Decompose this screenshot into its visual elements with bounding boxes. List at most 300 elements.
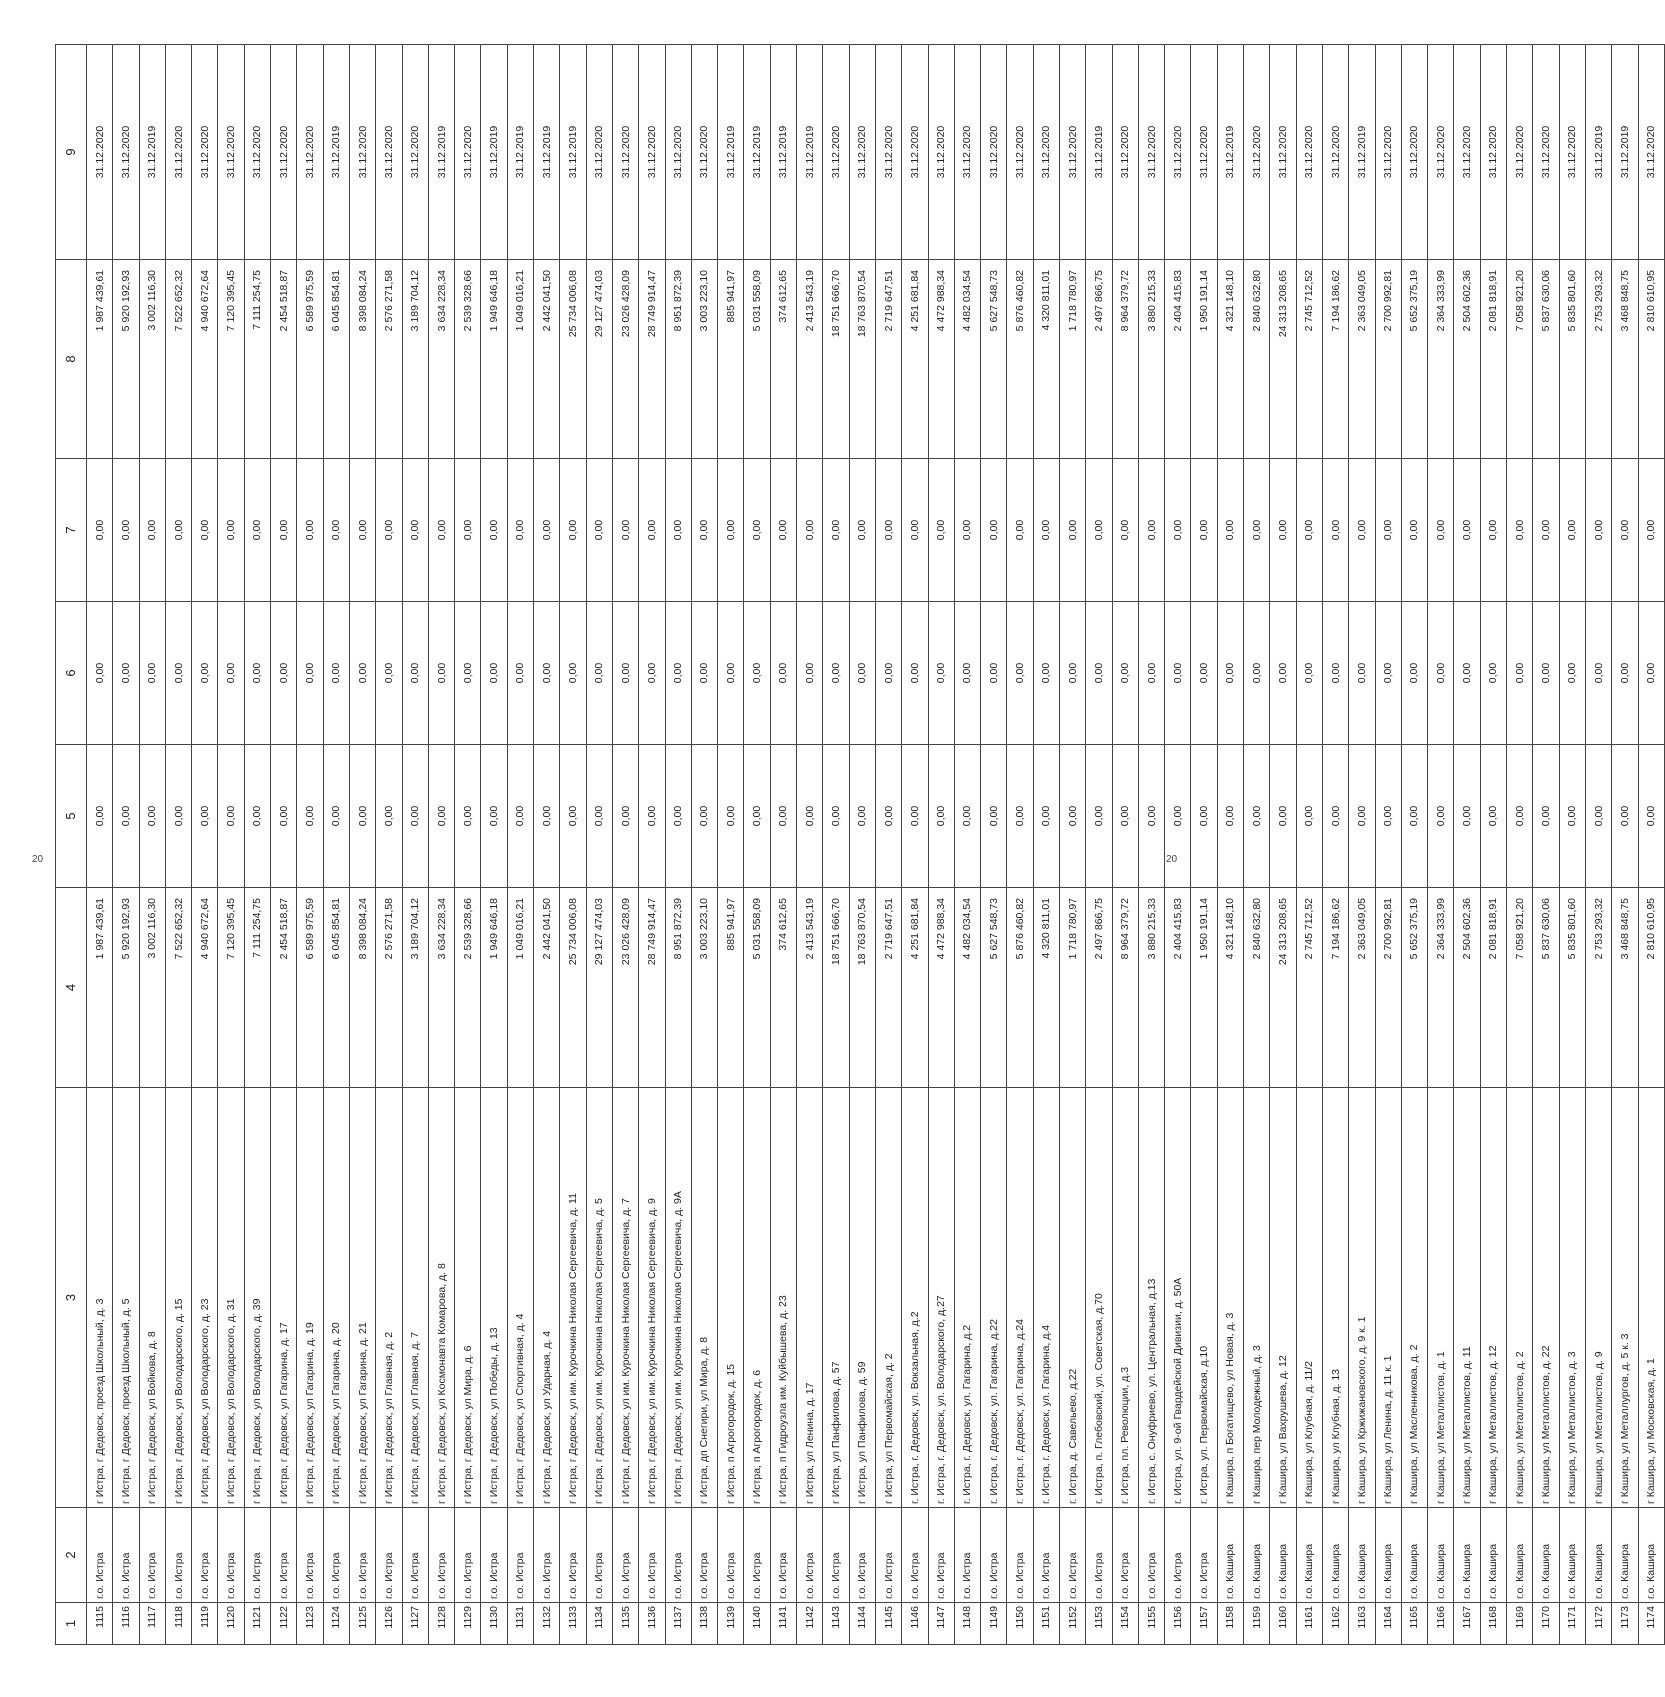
table-row bbox=[218, 45, 244, 1645]
cell-row-number: 1164 bbox=[1375, 1603, 1401, 1645]
cell-address: г. Истра, г. Дедовск, ул. Вокзальная, д.2 bbox=[902, 1088, 928, 1508]
table-row bbox=[1112, 45, 1138, 1645]
cell-deadline-date: 31.12.2020 bbox=[902, 45, 928, 260]
cell-address: г Истра, г Дедовск, ул им. Курочкина Николая Сергеевича, д. 9 bbox=[639, 1088, 665, 1508]
cell-cost-col5: 0,00 bbox=[875, 745, 901, 888]
cell-cost-col5: 0,00 bbox=[1191, 745, 1217, 888]
cell-cost-col5: 0,00 bbox=[139, 745, 165, 888]
cell-municipality: г.о. Истра bbox=[797, 1508, 823, 1603]
cell-cost-col5: 0,00 bbox=[1585, 745, 1611, 888]
cell-municipality: г.о. Истра bbox=[612, 1508, 638, 1603]
cell-cost-col8: 18 763 870,54 bbox=[849, 260, 875, 459]
data-table bbox=[55, 44, 1665, 1645]
cell-cost-col8: 1 949 646,18 bbox=[481, 260, 507, 459]
cell-deadline-date: 31.12.2020 bbox=[823, 45, 849, 260]
cell-address: г Истра, г Дедовск, ул Войкова, д. 8 bbox=[139, 1088, 165, 1508]
cell-cost-col6: 0,00 bbox=[849, 602, 875, 745]
cell-cost-total: 5 920 192,93 bbox=[113, 888, 139, 1088]
cell-cost-col8: 2 497 866,75 bbox=[1086, 260, 1112, 459]
cell-cost-total: 2 413 543,19 bbox=[797, 888, 823, 1088]
cell-cost-col7: 0,00 bbox=[1480, 459, 1506, 602]
rotated-page bbox=[30, 25, 1658, 1665]
cell-row-number: 1154 bbox=[1112, 1603, 1138, 1645]
cell-deadline-date: 31.12.2020 bbox=[691, 45, 717, 260]
cell-cost-col7: 0,00 bbox=[1638, 459, 1664, 602]
table-row bbox=[1033, 45, 1059, 1645]
cell-cost-col6: 0,00 bbox=[1296, 602, 1322, 745]
cell-cost-col6: 0,00 bbox=[1612, 602, 1638, 745]
table-row bbox=[139, 45, 165, 1645]
cell-cost-col8: 2 700 992,81 bbox=[1375, 260, 1401, 459]
cell-row-number: 1116 bbox=[113, 1603, 139, 1645]
column-header-9: 9 bbox=[56, 45, 87, 260]
cell-row-number: 1122 bbox=[271, 1603, 297, 1645]
cell-cost-total: 2 576 271,58 bbox=[376, 888, 402, 1088]
cell-cost-col5: 0,00 bbox=[1059, 745, 1085, 888]
cell-cost-col8: 3 003 223,10 bbox=[691, 260, 717, 459]
cell-cost-col7: 0,00 bbox=[139, 459, 165, 602]
cell-municipality: г.о. Истра bbox=[349, 1508, 375, 1603]
cell-address: г Истра, г Дедовск, ул им. Курочкина Николая Сергеевича, д. 5 bbox=[586, 1088, 612, 1508]
page-number-bottom: 20 bbox=[1165, 853, 1178, 865]
cell-cost-col7: 0,00 bbox=[455, 459, 481, 602]
cell-municipality: г.о. Кашира bbox=[1349, 1508, 1375, 1603]
cell-cost-col5: 0,00 bbox=[1612, 745, 1638, 888]
cell-address: г. Истра, ул. 9-ой Гвардейской Дивизии, д. 50А bbox=[1165, 1088, 1191, 1508]
cell-cost-col7: 0,00 bbox=[507, 459, 533, 602]
cell-municipality: г.о. Кашира bbox=[1270, 1508, 1296, 1603]
cell-row-number: 1127 bbox=[402, 1603, 428, 1645]
cell-cost-col6: 0,00 bbox=[271, 602, 297, 745]
cell-cost-col5: 0,00 bbox=[402, 745, 428, 888]
cell-cost-col5: 0,00 bbox=[1559, 745, 1585, 888]
cell-cost-col7: 0,00 bbox=[1217, 459, 1243, 602]
cell-cost-col5: 0,00 bbox=[192, 745, 218, 888]
table-row bbox=[428, 45, 454, 1645]
cell-cost-total: 3 880 215,33 bbox=[1138, 888, 1164, 1088]
cell-cost-col5: 0,00 bbox=[586, 745, 612, 888]
cell-cost-col7: 0,00 bbox=[691, 459, 717, 602]
cell-row-number: 1169 bbox=[1507, 1603, 1533, 1645]
cell-cost-col6: 0,00 bbox=[586, 602, 612, 745]
cell-municipality: г.о. Истра bbox=[1191, 1508, 1217, 1603]
cell-municipality: г.о. Истра bbox=[297, 1508, 323, 1603]
cell-cost-col5: 0,00 bbox=[428, 745, 454, 888]
cell-address: г Истра, дп Снегири, ул Мира, д. 8 bbox=[691, 1088, 717, 1508]
cell-deadline-date: 31.12.2020 bbox=[612, 45, 638, 260]
cell-cost-col8: 1 987 439,61 bbox=[87, 260, 113, 459]
cell-cost-total: 8 398 084,24 bbox=[349, 888, 375, 1088]
cell-address: г Истра, г Дедовск, ул Главная, д. 2 bbox=[376, 1088, 402, 1508]
cell-cost-col8: 3 468 848,75 bbox=[1612, 260, 1638, 459]
table-row bbox=[1428, 45, 1454, 1645]
cell-deadline-date: 31.12.2019 bbox=[507, 45, 533, 260]
table-row bbox=[507, 45, 533, 1645]
cell-municipality: г.о. Истра bbox=[1138, 1508, 1164, 1603]
cell-deadline-date: 31.12.2020 bbox=[1638, 45, 1664, 260]
cell-cost-col5: 0,00 bbox=[981, 745, 1007, 888]
cell-cost-col8: 8 951 872,39 bbox=[665, 260, 691, 459]
cell-cost-col6: 0,00 bbox=[691, 602, 717, 745]
cell-municipality: г.о. Истра bbox=[192, 1508, 218, 1603]
cell-municipality: г.о. Истра bbox=[218, 1508, 244, 1603]
cell-cost-col8: 2 840 632,80 bbox=[1244, 260, 1270, 459]
cell-cost-total: 2 840 632,80 bbox=[1244, 888, 1270, 1088]
cell-municipality: г.о. Истра bbox=[113, 1508, 139, 1603]
cell-deadline-date: 31.12.2020 bbox=[586, 45, 612, 260]
cell-municipality: г.о. Истра bbox=[744, 1508, 770, 1603]
cell-cost-col5: 0,00 bbox=[271, 745, 297, 888]
column-header-6: 6 bbox=[56, 602, 87, 745]
table-row bbox=[271, 45, 297, 1645]
cell-cost-col5: 0,00 bbox=[954, 745, 980, 888]
cell-row-number: 1150 bbox=[1007, 1603, 1033, 1645]
cell-deadline-date: 31.12.2020 bbox=[928, 45, 954, 260]
cell-cost-col7: 0,00 bbox=[1322, 459, 1348, 602]
cell-municipality: г.о. Истра bbox=[481, 1508, 507, 1603]
cell-address: г Истра, г Дедовск, ул им. Курочкина Николая Сергеевича, д. 11 bbox=[560, 1088, 586, 1508]
cell-cost-col5: 0,00 bbox=[165, 745, 191, 888]
cell-cost-total: 3 003 223,10 bbox=[691, 888, 717, 1088]
table-row bbox=[1533, 45, 1559, 1645]
cell-cost-col8: 23 026 428,09 bbox=[612, 260, 638, 459]
cell-cost-col7: 0,00 bbox=[218, 459, 244, 602]
table-row bbox=[1480, 45, 1506, 1645]
cell-cost-col7: 0,00 bbox=[1375, 459, 1401, 602]
cell-deadline-date: 31.12.2020 bbox=[192, 45, 218, 260]
cell-cost-col7: 0,00 bbox=[297, 459, 323, 602]
cell-cost-col6: 0,00 bbox=[639, 602, 665, 745]
cell-cost-col5: 0,00 bbox=[1375, 745, 1401, 888]
cell-cost-col6: 0,00 bbox=[744, 602, 770, 745]
cell-cost-col8: 5 876 460,82 bbox=[1007, 260, 1033, 459]
cell-cost-col6: 0,00 bbox=[1007, 602, 1033, 745]
cell-municipality: г.о. Истра bbox=[271, 1508, 297, 1603]
cell-address: г Истра, г Дедовск, проезд Школьный, д. 3 bbox=[87, 1088, 113, 1508]
cell-address: г. Истра, г. Дедовск, ул. Гагарина, д.22 bbox=[981, 1088, 1007, 1508]
cell-cost-total: 23 026 428,09 bbox=[612, 888, 638, 1088]
cell-deadline-date: 31.12.2020 bbox=[1244, 45, 1270, 260]
cell-municipality: г.о. Истра bbox=[1086, 1508, 1112, 1603]
cell-cost-col8: 5 627 548,73 bbox=[981, 260, 1007, 459]
cell-cost-total: 29 127 474,03 bbox=[586, 888, 612, 1088]
cell-cost-col8: 5 920 192,93 bbox=[113, 260, 139, 459]
cell-cost-col6: 0,00 bbox=[244, 602, 270, 745]
cell-row-number: 1162 bbox=[1322, 1603, 1348, 1645]
cell-municipality: г.о. Кашира bbox=[1533, 1508, 1559, 1603]
cell-cost-col8: 4 482 034,54 bbox=[954, 260, 980, 459]
cell-municipality: г.о. Истра bbox=[1007, 1508, 1033, 1603]
cell-cost-col7: 0,00 bbox=[1585, 459, 1611, 602]
cell-deadline-date: 31.12.2020 bbox=[87, 45, 113, 260]
table-row bbox=[744, 45, 770, 1645]
cell-cost-col5: 0,00 bbox=[770, 745, 796, 888]
cell-municipality: г.о. Кашира bbox=[1428, 1508, 1454, 1603]
cell-cost-col8: 6 589 975,59 bbox=[297, 260, 323, 459]
cell-address: г Кашира, ул Металлистов, д. 12 bbox=[1480, 1088, 1506, 1508]
cell-cost-col7: 0,00 bbox=[718, 459, 744, 602]
cell-cost-col5: 0,00 bbox=[534, 745, 560, 888]
cell-address: г Кашира, ул Металлистов, д. 9 bbox=[1585, 1088, 1611, 1508]
column-header-1: 1 bbox=[56, 1603, 87, 1645]
cell-cost-col7: 0,00 bbox=[586, 459, 612, 602]
cell-cost-col6: 0,00 bbox=[1533, 602, 1559, 745]
cell-row-number: 1141 bbox=[770, 1603, 796, 1645]
table-row bbox=[770, 45, 796, 1645]
cell-municipality: г.о. Кашира bbox=[1638, 1508, 1664, 1603]
cell-cost-col5: 0,00 bbox=[323, 745, 349, 888]
cell-address: г. Истра, г. Дедовск, ул. Гагарина, д.24 bbox=[1007, 1088, 1033, 1508]
cell-deadline-date: 31.12.2020 bbox=[1165, 45, 1191, 260]
cell-cost-total: 2 753 293,32 bbox=[1585, 888, 1611, 1088]
table-row bbox=[954, 45, 980, 1645]
cell-municipality: г.о. Истра bbox=[639, 1508, 665, 1603]
table-row bbox=[1165, 45, 1191, 1645]
cell-municipality: г.о. Истра bbox=[928, 1508, 954, 1603]
cell-cost-col5: 0,00 bbox=[349, 745, 375, 888]
cell-deadline-date: 31.12.2020 bbox=[1401, 45, 1427, 260]
cell-row-number: 1173 bbox=[1612, 1603, 1638, 1645]
table-row bbox=[1454, 45, 1480, 1645]
cell-municipality: г.о. Истра bbox=[665, 1508, 691, 1603]
cell-cost-col8: 24 313 208,65 bbox=[1270, 260, 1296, 459]
cell-cost-col8: 2 753 293,32 bbox=[1585, 260, 1611, 459]
cell-address: г Истра, г Дедовск, ул Космонавта Комарова, д. 8 bbox=[428, 1088, 454, 1508]
cell-municipality: г.о. Истра bbox=[1112, 1508, 1138, 1603]
cell-row-number: 1152 bbox=[1059, 1603, 1085, 1645]
cell-cost-col7: 0,00 bbox=[402, 459, 428, 602]
cell-cost-col8: 1 718 780,97 bbox=[1059, 260, 1085, 459]
cell-cost-col8: 5 835 801,60 bbox=[1559, 260, 1585, 459]
cell-row-number: 1155 bbox=[1138, 1603, 1164, 1645]
cell-address: г Кашира, ул Клубная, д. 13 bbox=[1322, 1088, 1348, 1508]
cell-cost-col6: 0,00 bbox=[1191, 602, 1217, 745]
table-row bbox=[1401, 45, 1427, 1645]
cell-cost-col7: 0,00 bbox=[1559, 459, 1585, 602]
cell-cost-col8: 7 058 921,20 bbox=[1507, 260, 1533, 459]
cell-cost-col6: 0,00 bbox=[1112, 602, 1138, 745]
table-row bbox=[349, 45, 375, 1645]
cell-cost-col6: 0,00 bbox=[376, 602, 402, 745]
cell-row-number: 1167 bbox=[1454, 1603, 1480, 1645]
cell-address: г Кашира, ул Металлистов, д. 11 bbox=[1454, 1088, 1480, 1508]
cell-deadline-date: 31.12.2019 bbox=[1585, 45, 1611, 260]
cell-deadline-date: 31.12.2020 bbox=[849, 45, 875, 260]
cell-cost-col8: 29 127 474,03 bbox=[586, 260, 612, 459]
cell-row-number: 1135 bbox=[612, 1603, 638, 1645]
table-row bbox=[1559, 45, 1585, 1645]
cell-cost-col8: 8 964 379,72 bbox=[1112, 260, 1138, 459]
cell-cost-total: 7 522 652,32 bbox=[165, 888, 191, 1088]
cell-cost-total: 8 964 379,72 bbox=[1112, 888, 1138, 1088]
cell-cost-total: 5 031 558,09 bbox=[744, 888, 770, 1088]
cell-deadline-date: 31.12.2020 bbox=[1533, 45, 1559, 260]
table-row bbox=[323, 45, 349, 1645]
cell-cost-col5: 0,00 bbox=[1296, 745, 1322, 888]
cell-cost-col8: 2 576 271,58 bbox=[376, 260, 402, 459]
cell-deadline-date: 31.12.2019 bbox=[139, 45, 165, 260]
cell-cost-col7: 0,00 bbox=[1270, 459, 1296, 602]
cell-address: г Кашира, ул Металлистов, д. 1 bbox=[1428, 1088, 1454, 1508]
cell-cost-col6: 0,00 bbox=[428, 602, 454, 745]
cell-cost-total: 1 049 016,21 bbox=[507, 888, 533, 1088]
cell-cost-col6: 0,00 bbox=[981, 602, 1007, 745]
cell-address: г Истра, г Дедовск, ул Ударная, д. 4 bbox=[534, 1088, 560, 1508]
cell-deadline-date: 31.12.2020 bbox=[1191, 45, 1217, 260]
cell-deadline-date: 31.12.2020 bbox=[297, 45, 323, 260]
table-row bbox=[297, 45, 323, 1645]
cell-deadline-date: 31.12.2019 bbox=[323, 45, 349, 260]
cell-cost-col5: 0,00 bbox=[481, 745, 507, 888]
cell-deadline-date: 31.12.2020 bbox=[376, 45, 402, 260]
cell-cost-col8: 2 504 602,36 bbox=[1454, 260, 1480, 459]
cell-cost-col5: 0,00 bbox=[744, 745, 770, 888]
cell-cost-col5: 0,00 bbox=[87, 745, 113, 888]
cell-row-number: 1140 bbox=[744, 1603, 770, 1645]
table-row bbox=[639, 45, 665, 1645]
cell-address: г Истра, п Агрогородок, д. 6 bbox=[744, 1088, 770, 1508]
cell-address: г. Истра, д. Савельево, д.22 bbox=[1059, 1088, 1085, 1508]
cell-cost-col5: 0,00 bbox=[718, 745, 744, 888]
cell-municipality: г.о. Истра bbox=[507, 1508, 533, 1603]
cell-deadline-date: 31.12.2020 bbox=[1428, 45, 1454, 260]
cell-cost-col7: 0,00 bbox=[744, 459, 770, 602]
cell-cost-col6: 0,00 bbox=[402, 602, 428, 745]
cell-cost-col6: 0,00 bbox=[323, 602, 349, 745]
table-row bbox=[560, 45, 586, 1645]
table-row bbox=[1507, 45, 1533, 1645]
cell-address: г. Истра, г. Дедовск, ул. Гагарина, д.4 bbox=[1033, 1088, 1059, 1508]
cell-deadline-date: 31.12.2020 bbox=[1112, 45, 1138, 260]
cell-cost-col5: 0,00 bbox=[455, 745, 481, 888]
cell-cost-col6: 0,00 bbox=[1138, 602, 1164, 745]
cell-row-number: 1160 bbox=[1270, 1603, 1296, 1645]
cell-cost-col6: 0,00 bbox=[349, 602, 375, 745]
cell-municipality: г.о. Истра bbox=[875, 1508, 901, 1603]
table-row bbox=[192, 45, 218, 1645]
cell-cost-col7: 0,00 bbox=[1112, 459, 1138, 602]
cell-municipality: г.о. Кашира bbox=[1454, 1508, 1480, 1603]
cell-cost-col5: 0,00 bbox=[1533, 745, 1559, 888]
cell-cost-total: 5 835 801,60 bbox=[1559, 888, 1585, 1088]
cell-cost-total: 3 189 704,12 bbox=[402, 888, 428, 1088]
cell-cost-col6: 0,00 bbox=[1585, 602, 1611, 745]
table-row bbox=[586, 45, 612, 1645]
cell-address: г Истра, г Дедовск, ул Володарского, д. 15 bbox=[165, 1088, 191, 1508]
cell-cost-total: 24 313 208,65 bbox=[1270, 888, 1296, 1088]
cell-address: г Кашира, ул Металлистов, д. 2 bbox=[1507, 1088, 1533, 1508]
cell-cost-col6: 0,00 bbox=[139, 602, 165, 745]
table-row bbox=[1138, 45, 1164, 1645]
cell-cost-col5: 0,00 bbox=[1165, 745, 1191, 888]
cell-cost-total: 3 634 228,34 bbox=[428, 888, 454, 1088]
cell-cost-col6: 0,00 bbox=[1507, 602, 1533, 745]
cell-cost-col6: 0,00 bbox=[928, 602, 954, 745]
cell-cost-col5: 0,00 bbox=[1322, 745, 1348, 888]
cell-row-number: 1170 bbox=[1533, 1603, 1559, 1645]
cell-cost-col7: 0,00 bbox=[665, 459, 691, 602]
cell-row-number: 1121 bbox=[244, 1603, 270, 1645]
table-row bbox=[902, 45, 928, 1645]
cell-address: г Истра, п Агрогородок, д. 15 bbox=[718, 1088, 744, 1508]
cell-cost-col8: 2 810 610,95 bbox=[1638, 260, 1664, 459]
cell-cost-col5: 0,00 bbox=[1244, 745, 1270, 888]
cell-row-number: 1118 bbox=[165, 1603, 191, 1645]
cell-deadline-date: 31.12.2020 bbox=[349, 45, 375, 260]
table-row bbox=[165, 45, 191, 1645]
cell-deadline-date: 31.12.2020 bbox=[402, 45, 428, 260]
cell-cost-col6: 0,00 bbox=[1086, 602, 1112, 745]
cell-address: г Кашира, ул Кржижановского, д. 9 к. 1 bbox=[1349, 1088, 1375, 1508]
cell-address: г. Истра, г. Дедовск, ул. Володарского, д.27 bbox=[928, 1088, 954, 1508]
cell-cost-total: 4 320 811,01 bbox=[1033, 888, 1059, 1088]
cell-row-number: 1144 bbox=[849, 1603, 875, 1645]
cell-row-number: 1133 bbox=[560, 1603, 586, 1645]
cell-municipality: г.о. Истра bbox=[586, 1508, 612, 1603]
cell-cost-total: 4 482 034,54 bbox=[954, 888, 980, 1088]
cell-municipality: г.о. Кашира bbox=[1480, 1508, 1506, 1603]
cell-cost-col7: 0,00 bbox=[87, 459, 113, 602]
cell-deadline-date: 31.12.2020 bbox=[1375, 45, 1401, 260]
cell-row-number: 1147 bbox=[928, 1603, 954, 1645]
cell-row-number: 1149 bbox=[981, 1603, 1007, 1645]
cell-deadline-date: 31.12.2020 bbox=[244, 45, 270, 260]
cell-row-number: 1123 bbox=[297, 1603, 323, 1645]
cell-cost-col5: 0,00 bbox=[1428, 745, 1454, 888]
cell-cost-col6: 0,00 bbox=[718, 602, 744, 745]
cell-deadline-date: 31.12.2020 bbox=[218, 45, 244, 260]
cell-deadline-date: 31.12.2019 bbox=[1086, 45, 1112, 260]
cell-cost-col8: 4 321 148,10 bbox=[1217, 260, 1243, 459]
cell-cost-col6: 0,00 bbox=[165, 602, 191, 745]
cell-municipality: г.о. Истра bbox=[402, 1508, 428, 1603]
cell-cost-col5: 0,00 bbox=[691, 745, 717, 888]
cell-cost-col5: 0,00 bbox=[1112, 745, 1138, 888]
cell-cost-total: 2 364 333,99 bbox=[1428, 888, 1454, 1088]
cell-municipality: г.о. Кашира bbox=[1296, 1508, 1322, 1603]
cell-cost-total: 374 612,65 bbox=[770, 888, 796, 1088]
cell-cost-col7: 0,00 bbox=[192, 459, 218, 602]
cell-municipality: г.о. Кашира bbox=[1375, 1508, 1401, 1603]
cell-row-number: 1115 bbox=[87, 1603, 113, 1645]
cell-cost-col6: 0,00 bbox=[560, 602, 586, 745]
cell-cost-col8: 5 837 630,06 bbox=[1533, 260, 1559, 459]
cell-cost-total: 6 045 854,81 bbox=[323, 888, 349, 1088]
cell-cost-total: 2 454 518,87 bbox=[271, 888, 297, 1088]
cell-cost-col7: 0,00 bbox=[1507, 459, 1533, 602]
cell-row-number: 1139 bbox=[718, 1603, 744, 1645]
cell-cost-col5: 0,00 bbox=[1138, 745, 1164, 888]
cell-cost-col7: 0,00 bbox=[1059, 459, 1085, 602]
cell-cost-col5: 0,00 bbox=[1007, 745, 1033, 888]
cell-address: г Истра, г Дедовск, ул им. Курочкина Николая Сергеевича, д. 7 bbox=[612, 1088, 638, 1508]
cell-address: г Истра, ул Первомайская, д. 2 bbox=[875, 1088, 901, 1508]
cell-cost-col8: 4 320 811,01 bbox=[1033, 260, 1059, 459]
cell-deadline-date: 31.12.2020 bbox=[665, 45, 691, 260]
cell-cost-col7: 0,00 bbox=[428, 459, 454, 602]
table-row bbox=[1270, 45, 1296, 1645]
cell-address: г Истра, г Дедовск, ул Володарского, д. 39 bbox=[244, 1088, 270, 1508]
cell-cost-total: 1 950 191,14 bbox=[1191, 888, 1217, 1088]
cell-municipality: г.о. Истра bbox=[1059, 1508, 1085, 1603]
cell-municipality: г.о. Истра bbox=[139, 1508, 165, 1603]
cell-cost-col5: 0,00 bbox=[376, 745, 402, 888]
cell-municipality: г.о. Истра bbox=[849, 1508, 875, 1603]
cell-cost-col8: 2 745 712,52 bbox=[1296, 260, 1322, 459]
table-row bbox=[87, 45, 113, 1645]
cell-cost-total: 5 837 630,06 bbox=[1533, 888, 1559, 1088]
table-row bbox=[244, 45, 270, 1645]
